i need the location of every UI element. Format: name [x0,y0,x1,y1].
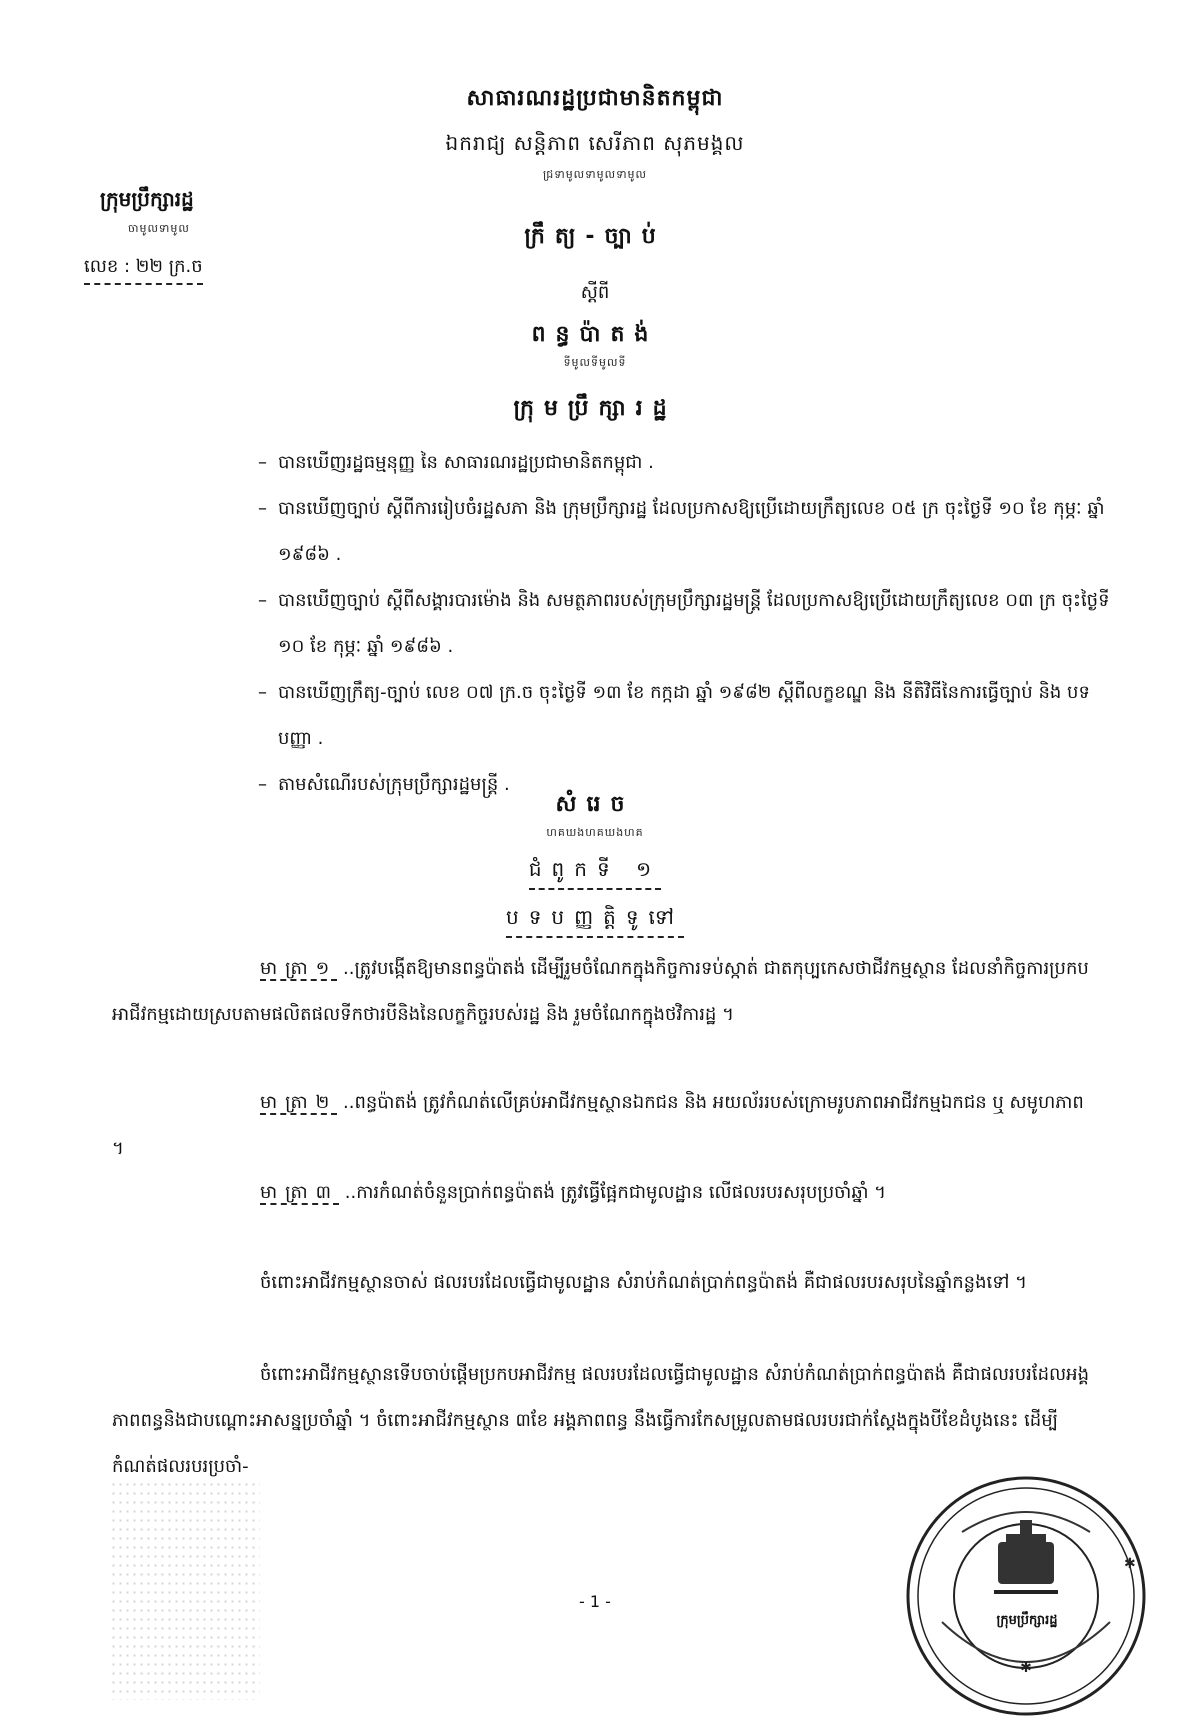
article-text: ..ការកំណត់ចំនួនប្រាក់ពន្ធប៉ាតង់ ត្រូវធ្វើផ្អែកជាមូលដ្ឋាន លើផលរបរសរុបប្រចាំឆ្នាំ ។ [344,1182,887,1203]
kingdom-name: សាធារណរដ្ឋប្រជាមានិតកម្ពុជា [466,86,724,111]
chapter-title [0,904,1190,938]
article-label: មាត្រា៣ [260,1182,340,1203]
chapter-title-text: បទបញ្ញត្តិទូទៅ [506,904,684,938]
document-type: ក្រឹត្យ-ច្បាប់ [524,224,666,249]
article-3 [112,1170,1092,1216]
decision-heading: សំរេច [555,792,635,817]
document-subject: ពន្ធប៉ាតង់ [531,322,659,347]
article-1 [112,946,1092,1038]
svg-text:✱: ✱ [1124,1556,1136,1572]
preamble-item: – តាមសំណើរបស់ក្រុមប្រឹក្សារដ្ឋមន្ត្រី . [258,762,1118,808]
preamble-item: – បានឃើញក្រឹត្យ-ច្បាប់ លេខ ០៧ ក្រ.ច ចុះថ្ងៃទី ១៣ ខែ កក្កដា ឆ្នាំ ១៩៨២ ស្តីពីលក្ខខណ្ឌ និង នីតិវិធីនៃការធ្វើច្បាប់ និង បទបញ្ញា . [258,670,1118,762]
page-number: - 1 - [579,1592,611,1611]
decision-ornament: ហគឃងហគឃងហគ [546,826,644,839]
national-motto: ឯករាជ្យ សន្តិភាព សេរីភាព សុភមង្គល [445,131,745,155]
document-about: ស្តីពី [580,282,610,303]
scan-noise [110,1480,260,1700]
subject-ornament: ទីមូលទីមូលទី [563,356,627,369]
preamble-item: – បានឃើញច្បាប់ ស្តីពីការរៀបចំរដ្ឋសភា និង ក្រុមប្រឹក្សារដ្ឋ ដែលប្រកាសឱ្យប្រើដោយក្រឹត្យលេខ ០៥ ក្រ ចុះថ្ងៃទី ១០ ខែ កុម្ភៈ ឆ្នាំ ១៩៨៦ . [258,486,1118,578]
issuing-authority: ក្រុមប្រឹក្សារដ្ឋ [513,396,677,421]
paragraph-new-business [112,1352,1092,1490]
chapter-number-text: ជំពូកទី ១ [529,856,661,890]
issuer-name: ក្រុមប្រឹក្សារដ្ឋ [100,187,194,211]
paragraph-old-business [112,1260,1092,1306]
issuer-ornament: ចាមូលទាមូល [128,222,190,235]
svg-text:✱: ✱ [1020,1660,1032,1676]
article-label: មាត្រា២ [260,1092,338,1113]
article-text: ..ពន្ធប៉ាតង់ ត្រូវកំណត់លើគ្រប់អាជីវកម្មស្ថានឯកជន និង អយល័ររបស់ក្រោមរូបភាពអាជីវកម្មឯកជន ឬ សមូហភាព ។ [112,1092,1084,1159]
article-2 [112,1080,1092,1172]
paragraph-text: ចំពោះអាជីវកម្មស្ថានចាស់ ផលរបរដែលធ្វើជាមូលដ្ឋាន សំរាប់កំណត់ប្រាក់ពន្ធប៉ាតង់ គឺជាផលរបរសរុបនៃឆ្នាំកន្លងទៅ ។ [260,1272,1027,1293]
seal-label: ក្រុមប្រឹក្សារដ្ឋ [996,1613,1058,1628]
preamble-item: – បានឃើញរដ្ឋធម្មនុញ្ញ នៃ សាធារណរដ្ឋប្រជាមានិតកម្ពុជា . [258,440,1118,486]
paragraph-text: ចំពោះអាជីវកម្មស្ថានទើបចាប់ផ្តើមប្រកបអាជីវកម្ម ផលរបរដែលធ្វើជាមូលដ្ឋាន សំរាប់កំណត់ប្រាក់ពន្ធប៉ាតង់ គឺជាផលរបរដែលអង្គភាពពន្ធនិងជាបណ្តោះអាសន្នប្រចាំឆ្នាំ ។ ចំពោះអាជីវកម្មស្ថាន ៣ខែ អង្គភាពពន្ធ នឹងធ្វើការកែសម្រួលតាមផលរបរជាក់ស្តែងក្នុងបីខែដំបូងនេះ ដើម្បីកំណត់ផលរបរប្រចាំ- [112,1364,1090,1477]
chapter-number [0,856,1190,890]
article-text: ..ត្រូវបង្កើតឱ្យមានពន្ធប៉ាតង់ ដើម្បីរួមចំណែកក្នុងកិច្ចការទប់ស្កាត់ ជាតកុប្បកេសថាជីវកម្មស្ថាន ដែលនាំកិច្ចការប្រកបអាជីវកម្មដោយស្របតាមផលិតផលទីកថារបីនិងនៃលក្ខកិច្ចរបស់រដ្ឋ និង រួមចំណែកក្នុងថវិការដ្ឋ ។ [112,958,1089,1025]
motto-ornament: ជ្រទាមូលទាមូលទាមូល [542,168,648,181]
article-label: មាត្រា១ [260,958,338,979]
preamble-list [258,440,1118,808]
preamble-item: – បានឃើញច្បាប់ ស្តីពីសង្គារបារម៉ោង និង សមត្ថភាពរបស់ក្រុមប្រឹក្សារដ្ឋមន្ត្រី ដែលប្រកាសឱ្យប្រើដោយក្រឹត្យលេខ ០៣ ក្រ ចុះថ្ងៃទី ១០ ខែ កុម្ភៈ ឆ្នាំ ១៩៨៦ . [258,578,1118,670]
decree-number-text: លេខ : ២២ ក្រ.ច [84,254,203,285]
